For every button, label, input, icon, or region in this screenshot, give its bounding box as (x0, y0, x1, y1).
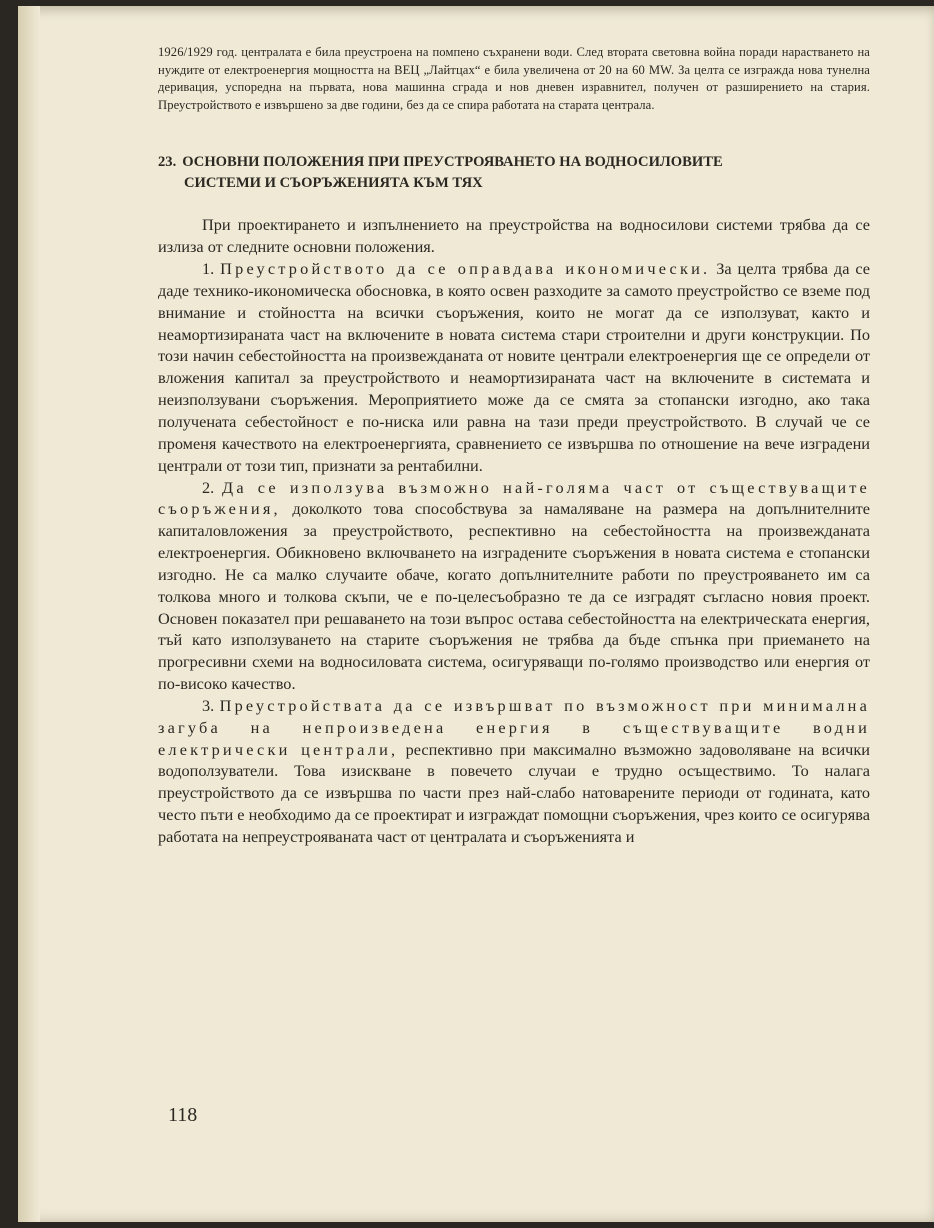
section-body (158, 214, 870, 847)
point-3-paragraph (158, 695, 870, 848)
point-3-spaced-heading: Преустройствата да се извършват по възможност при минимална загуба на непроизведена енергия в съществуващите водни електрически централи, (158, 695, 870, 759)
section-title-line1: ОСНОВНИ ПОЛОЖЕНИЯ ПРИ ПРЕУСТРОЯВАНЕТО НА ВОДНОСИЛОВИТЕ (182, 154, 723, 171)
point-2-number: 2. (202, 477, 215, 497)
point-2-spaced-heading: Да се използува възможно най-голяма част от съществуващите съоръжения, (158, 477, 870, 519)
section-number: 23. (158, 154, 177, 171)
intro-paragraph: 1926/1929 год. централата е била преустроена на помпено съхранени води. След втората световна война поради нарастването на нуждите от електроенергия мощността на ВЕЦ „Лайтцах“ е била увеличена от 20 на 60 MW. За целта се изгражда нова тунелна деривация, успоредна на първата, нова машинна сграда и нов дневен изравнител, получен от разширението на стария. Преустройството е извършено за две години, без да се спира работата на старата централа. (158, 45, 870, 112)
point-1-number: 1. (202, 259, 215, 279)
section-heading (158, 152, 870, 194)
point-1-text: За целта трябва да се даде технико-икономическа обосновка, в която освен разходите за самото преустройство се вземе под внимание и стойността на всички съоръжения, които не могат да се използуват, както и неамортизираната част на включените в новата система стари строителни и други конструкции. По този начин себестойността на произвежданата от новите централи електроенергия ще се определи от вложения капитал за преустройството и неамортизираната част на включените в системата и неизползувани съоръжения. Мероприятието може да се смята за стопански изгодно, ако така получената себестойност е по-ниска или равна на тази преди преустройството. В случай че се променя качеството на електроенергията, сравнението се извършва по отношение на вече изградени централи от този тип, признати за рентабилни. (158, 259, 870, 475)
intro-paragraph-block (158, 44, 870, 114)
point-1-spaced-heading: Преустройството да се оправдава икономически. (220, 259, 711, 279)
book-page (18, 6, 934, 1222)
point-1-paragraph (158, 258, 870, 476)
page-number: 118 (168, 1104, 198, 1126)
section-title-line2: СИСТЕМИ И СЪОРЪЖЕНИЯТА КЪМ ТЯХ (184, 175, 483, 192)
page-content (158, 44, 870, 848)
lead-paragraph: При проектирането и изпълнението на преустройства на водносилови системи трябва да се излиза от следните основни положения. (158, 215, 870, 257)
point-2-paragraph (158, 477, 870, 695)
point-3-text: респективно при максимално възможно задоволяване на всички водоползуватели. Това изискване в повечето случаи е трудно осъществимо. То налага преустройството да се извършва по части през най-слабо натоварените периоди от годината, като често пъти е необходимо да се проектират и изграждат помощни съоръжения, чрез които се осигурява работата на непреустрояваната част от централата и съоръженията и (158, 739, 870, 846)
point-2-text: доколкото това способствува за намаляване на размера на допълнителните капиталовложения за преустройството, респективно на себестойността на произвежданата електроенергия. Обикновено включването на изградените съоръжения в новата система е стопански изгодно. Не са малко случаите обаче, когато допълнителните работи по преустрояването им са толкова много и толкова скъпи, че е по-целесъобразно те да се изградят съгласно новия проект. Основен показател при решаването на този въпрос остава себестойността на електрическата енергия, тъй като използуването на старите съоръжения не трябва да бъде спънка при приемането на прогресивни схеми на водносиловата система, осигуряващи по-голямо производство или енергия от по-високо качество. (158, 499, 870, 694)
page-spine-shadow (18, 6, 40, 1222)
point-3-number: 3. (202, 695, 215, 715)
